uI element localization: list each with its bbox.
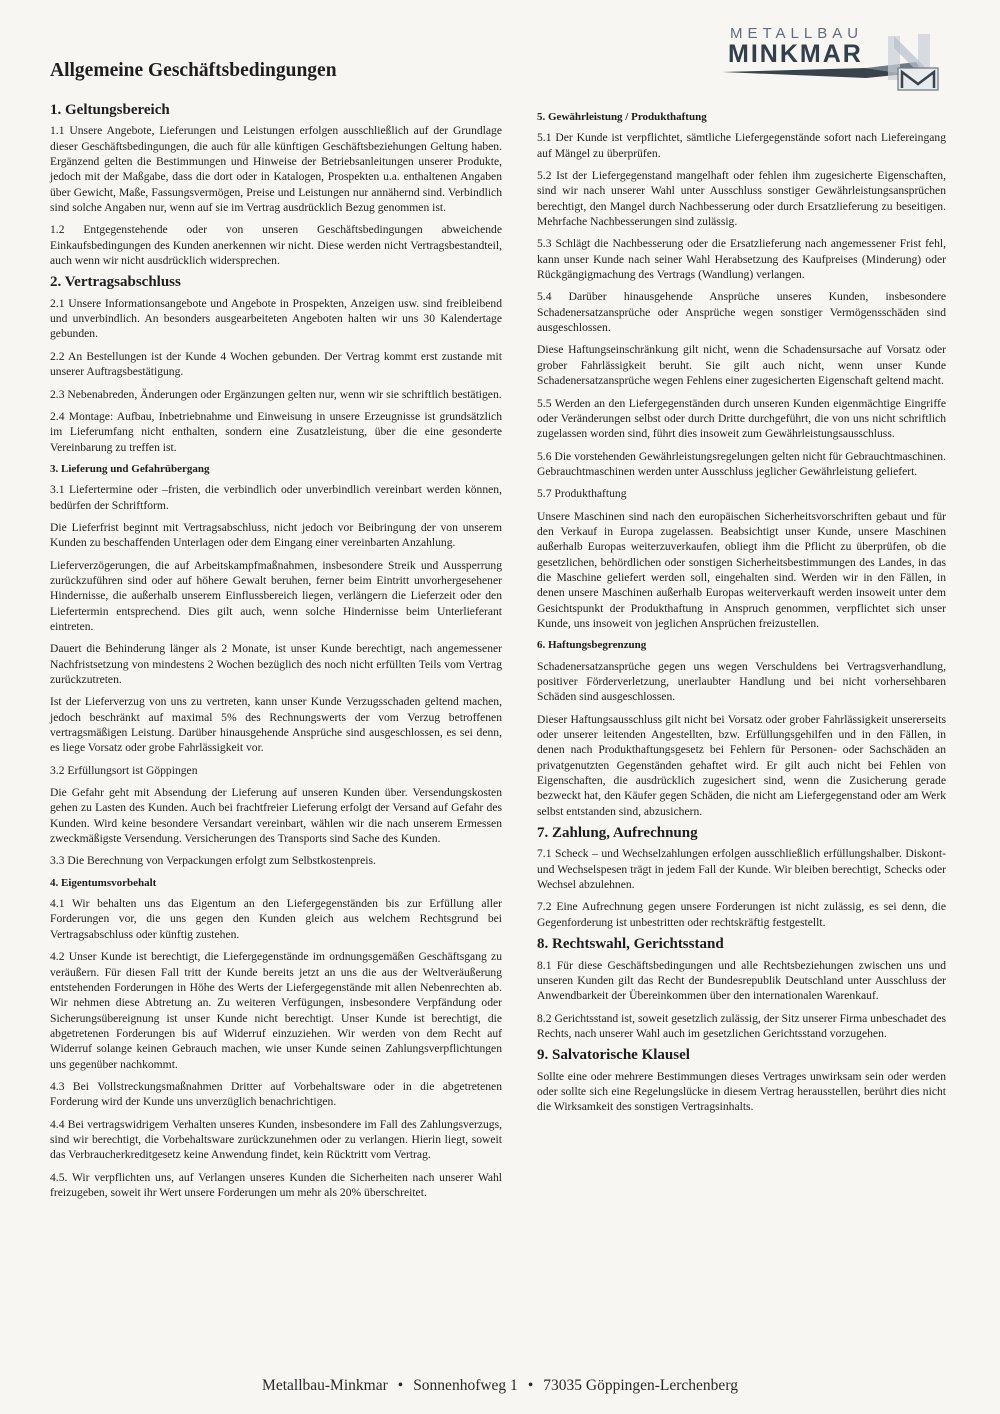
- document-title: Allgemeine Geschäftsbedingungen: [50, 60, 337, 81]
- right-section-heading: 8. Rechtswahl, Gerichtsstand: [537, 936, 724, 953]
- right-paragraph: 5.7 Produkthaftung: [537, 487, 627, 501]
- right-section-heading: 9. Salvatorische Klausel: [537, 1047, 690, 1064]
- right-paragraph: 5.4 Darüber hinausgehende Ansprüche unseres Kunden, insbesondere Schadenersatzansprüche oder Ansprüche wegen sonstiger Vermögensschäden sind ausgeschlossen.: [537, 290, 946, 335]
- left-section-heading: 1. Geltungsbereich: [50, 102, 170, 118]
- footer-city: 73035 Göppingen-Lerchenberg: [543, 1377, 738, 1394]
- left-paragraph: 3.1 Liefertermine oder –fristen, die verbindlich oder unverbindlich vereinbart werden können, bedürfen der Schriftform.: [50, 483, 502, 512]
- left-column: [50, 103, 502, 1207]
- logo-main-text: MINKMAR: [728, 40, 863, 68]
- right-paragraph: Dieser Haftungsausschluss gilt nicht bei Vorsatz oder grober Fahrlässigkeit unsererseits oder unserer leitenden Angestellten, bzw. Erfüllungsgehilfen und in den Fällen, in denen nach Produkthaftungsgesetz bei Fehlern für Personen- oder Sachschäden an privatgenutzten Gegenständen gehaftet wird. Er gilt auch nicht bei Fehlen von Eigenschaften, die ausdrücklich zugesichert sind, wenn die Zusicherung gerade bezweckt hat, den Käufer gegen Schäden, die nicht am Liefergegenstand oder am Werk selbst entstanden sind, abzusichern.: [537, 712, 946, 818]
- left-paragraph: 1.1 Unsere Angebote, Lieferungen und Leistungen erfolgen ausschließlich auf der Grundlage dieser Geschäftsbedingungen, die auch für alle künftigen Geschäftsbeziehungen Geltung haben. Ergänzend gelten die Bestimmungen und Hinweise der Betriebsanleitungen unserer Produkte, jedoch mit der Maßgabe, dass die dort oder in Katalogen, Prospekten u.a. enthaltenen Angaben über Gewicht, Maße, Fassungsvermögen, Preise und Leistungen nur annähernd sind. Verbindlich sind solche Angaben nur, wenn auf sie im Vertrag ausdrücklich Bezug genommen ist.: [50, 124, 502, 215]
- footer-address: [0, 1377, 1000, 1395]
- right-paragraph: 7.1 Scheck – und Wechselzahlungen erfolgen ausschließlich erfüllungshalber. Diskont- und Wechselspesen trägt in jedem Fall der Kunde. Wir bleiben berechtigt, Schecks oder Wechsel abzulehnen.: [537, 847, 946, 892]
- left-paragraph: 2.2 An Bestellungen ist der Kunde 4 Wochen gebunden. Der Vertrag kommt erst zustande mit unserer Auftragsbestätigung.: [50, 349, 502, 379]
- left-paragraph: 3.3 Die Berechnung von Verpackungen erfolgt zum Selbstkostenpreis.: [50, 854, 376, 868]
- right-section-heading: 7. Zahlung, Aufrechnung: [537, 825, 698, 842]
- right-paragraph: 7.2 Eine Aufrechnung gegen unsere Forderungen ist nicht zulässig, es sei denn, die Gegenforderung ist unbestritten oder rechtskräftig festgestellt.: [537, 900, 946, 929]
- right-paragraph: Sollte eine oder mehrere Bestimmungen dieses Vertrages unwirksam sein oder werden oder sollte sich eine Regelungslücke in diesem Vertrag herausstellen, berührt dies nicht die Wirksamkeit des sonstigen Vertragsinhalts.: [537, 1069, 946, 1114]
- left-paragraph: 4.1 Wir behalten uns das Eigentum an den Liefergegenständen bis zur Erfüllung aller Forderungen vor, die uns gegen den Kunden gleich aus welchem Rechtsgrund bei Vertragsabschluss oder künftig zustehen.: [50, 897, 502, 941]
- logo-top-text: METALLBAU: [730, 25, 864, 42]
- left-paragraph: Lieferverzögerungen, die auf Arbeitskampfmaßnahmen, insbesondere Streik und Aussperrung zurückzuführen sind oder auf höhere Gewalt beruhen, ferner beim Eintritt unvorhergesehener Hindernisse, die außerhalb unserem Einflussbereich liegen, verlängern die Lieferzeit oder den Liefertermin entsprechend. Dies gilt auch, wenn solche Hindernisse beim Unterlieferant eintreten.: [50, 558, 502, 633]
- left-section-heading: 4. Eigentumsvorbehalt: [50, 876, 157, 889]
- footer-separator: •: [527, 1377, 534, 1394]
- left-paragraph: 2.4 Montage: Aufbau, Inbetriebnahme und Einweisung in unsere Erzeugnisse ist grundsätzlich im Lieferumfang nicht enthalten, sondern eine Zusatzleistung, über die eine gesonderte Vereinbarung zu treffen ist.: [50, 409, 502, 454]
- footer-company: Metallbau-Minkmar: [262, 1377, 388, 1394]
- company-logo: [716, 22, 964, 92]
- left-paragraph: Ist der Lieferverzug von uns zu vertreten, kann unser Kunde Verzugsschaden geltend machen, jedoch beschränkt auf maximal 5% des Rechnungswerts der vom Verzug betroffenen vertragsmäßigen Leistung. Darüber hinausgehende Ansprüche sind ausgeschlossen, es sei denn, es liege Vorsatz oder grobe Fahrlässigkeit vor.: [50, 695, 502, 755]
- right-paragraph: 5.2 Ist der Liefergegenstand mangelhaft oder fehlen ihm zugesicherte Eigenschaften, sind wir nach unserer Wahl unter Ausschluss sonstiger Gewährleistungsansprüchen berechtigt, den Mangel durch Nachbesserung oder durch Ersatzlieferung zu beseitigen. Mehrfache Nachbesserungen sind zulässig.: [537, 169, 946, 229]
- footer-separator: •: [397, 1377, 404, 1394]
- left-paragraph: 4.2 Unser Kunde ist berechtigt, die Liefergegenstände im ordnungsgemäßen Geschäftsgang zu veräußern. Für diesen Fall tritt der Kunde bereits jetzt an uns die aus der Weltveräußerung entstehenden Forderungen in Höhe des Werts der Liefergegenstände mit allen Nebenrechten ab. Wir nehmen diese Abtretung an. Zu weiteren Verfügungen, insbesondere Verpfändung oder Sicherungsübereignung ist unser Kunde nicht berechtigt. Unser Kunde ist berechtigt, die abgetretenen Forderungen bis auf Widerruf einzuziehen. Wir werden von dem Recht auf Widerruf solange keinen Gebrauch machen, wie unser Kunde seinen Zahlungsverpflichtungen uns gegenüber nachkommt.: [50, 950, 502, 1071]
- left-paragraph: 1.2 Entgegenstehende oder von unseren Geschäftsbedingungen abweichende Einkaufsbedingungen des Kunden anerkennen wir nicht. Diese werden nicht Vertragsbestandteil, auch wenn wir nicht ausdrücklich widersprechen.: [50, 223, 502, 268]
- left-paragraph: 2.3 Nebenabreden, Änderungen oder Ergänzungen gelten nur, wenn wir sie schriftlich bestätigen.: [50, 387, 502, 401]
- right-paragraph: 8.2 Gerichtsstand ist, soweit gesetzlich zulässig, der Sitz unserer Firma unbeschadet des Rechts, nach unserer Wahl auch im gesetzlichen Gerichtsstand vorzugehen.: [537, 1011, 946, 1040]
- left-section-heading: 2. Vertragsabschluss: [50, 274, 181, 291]
- right-paragraph: 8.1 Für diese Geschäftsbedingungen und alle Rechtsbeziehungen zwischen uns und unseren Kunden gilt das Recht der Bundesrepublik Deutschland unter Ausschluss der Anwendbarkeit der Übereinkommen über den internationalen Warenkauf.: [537, 958, 946, 1003]
- right-column: [537, 110, 946, 1122]
- right-paragraph: 5.5 Werden an den Liefergegenständen durch unseren Kunden eigenmächtige Eingriffe oder Veränderungen selbst oder durch Dritte durchgeführt, die von uns nicht schriftlich zugelassen worden sind, führt dies insoweit zum Gewährleistungsausschluss.: [537, 396, 946, 441]
- right-paragraph: 5.1 Der Kunde ist verpflichtet, sämtliche Liefergegenstände sofort nach Liefereingang auf Mängel zu überprüfen.: [537, 131, 946, 160]
- left-paragraph: Die Lieferfrist beginnt mit Vertragsabschluss, nicht jedoch vor Beibringung der von unserem Kunden zu beschaffenden Unterlagen oder dem Eingang einer vereinbarten Anzahlung.: [50, 520, 502, 550]
- left-paragraph: 4.3 Bei Vollstreckungsmaßnahmen Dritter auf Vorbehaltsware oder in die abgetretenen Forderung wird der Kunde uns unverzüglich benachrichtigen.: [50, 1079, 502, 1109]
- left-paragraph: 4.5. Wir verpflichten uns, auf Verlangen unseres Kunden die Sicherheiten nach unserer Wahl freizugeben, soweit ihr Wert unsere Forderungen um mehr als 20% überschreitet.: [50, 1170, 502, 1199]
- left-paragraph: 3.2 Erfüllungsort ist Göppingen: [50, 763, 198, 777]
- right-paragraph: 5.6 Die vorstehenden Gewährleistungsregelungen gelten nicht für Gebrauchtmaschinen. Gebrauchtmaschinen werden unter Ausschluss jeglicher Gewährleistung geliefert.: [537, 449, 946, 478]
- left-section-heading: 3. Lieferung und Gefahrübergang: [50, 462, 210, 475]
- left-paragraph: Dauert die Behinderung länger als 2 Monate, ist unser Kunde berechtigt, nach angemessener Nachfristsetzung von mindestens 2 Wochen bezüglich des noch nicht erfüllten Teils vom Vertrag zurückzutreten.: [50, 642, 502, 686]
- right-section-heading: 6. Haftungsbegrenzung: [537, 639, 647, 652]
- left-paragraph: 4.4 Bei vertragswidrigem Verhalten unseres Kunden, insbesondere im Fall des Zahlungsverzugs, sind wir berechtigt, die Vorbehaltsware zurückzunehmen oder zu verlangen. Hierin liegt, soweit das Verbraucherkreditgesetz keine Anwendung findet, kein Rücktritt vom Vertrag.: [50, 1117, 502, 1162]
- right-paragraph: Unsere Maschinen sind nach den europäischen Sicherheitsvorschriften gebaut und für den Verkauf in Europa zugelassen. Beabsichtigt unser Kunde, unsere Maschinen außerhalb Europas weiterzuverkaufen, obliegt ihm die Pflicht zu überprüfen, ob die gesetzlichen, behördlichen oder sonstigen Sicherheitsbestimmungen des Landes, in das die Maschine geliefert werden soll, eingehalten sind. Werden wir in den Fällen, in denen unsere Maschinen außerhalb Europas weiterverkauft werden insoweit unter dem Gesichtspunkt der Produkthaftung in Anspruch genommen, verpflichtet sich unser Kunde, uns insoweit von jeglichen Ansprüchen freizustellen.: [537, 509, 946, 630]
- right-section-heading: 5. Gewährleistung / Produkthaftung: [537, 111, 707, 123]
- left-paragraph: 2.1 Unsere Informationsangebote und Angebote in Prospekten, Anzeigen usw. sind freibleibend und unverbindlich. An besonders ausgearbeiteten Angeboten halten wir uns 30 Kalendertage gebunden.: [50, 296, 502, 341]
- right-paragraph: Schadenersatzansprüche gegen uns wegen Verschuldens bei Vertragsverhandlung, positiver Förderverletzung, unerlaubter Handlung und bei nicht vorhersehbaren Schäden sind ausgeschlossen.: [537, 659, 946, 704]
- footer-street: Sonnenhofweg 1: [413, 1377, 518, 1394]
- left-paragraph: Die Gefahr geht mit Absendung der Lieferung auf unseren Kunden über. Versendungskosten gehen zu Lasten des Kunden. Auch bei frachtfreier Lieferung erfolgt der Versand auf Gefahr des Kunden. Wird keine besondere Versandart vereinbart, wählen wir die nach unserem Ermessen zweckmäßigste Versendung. Versicherungen des Transports sind Sache des Kunden.: [50, 786, 502, 846]
- right-paragraph: Diese Haftungseinschränkung gilt nicht, wenn die Schadensursache auf Vorsatz oder grober Fahrlässigkeit beruht. Sie gilt auch nicht, wenn unser Kunde Schadenersatzansprüche wegen Fehlens einer zugesicherten Eigenschaft geltend macht.: [537, 343, 946, 388]
- right-paragraph: 5.3 Schlägt die Nachbesserung oder die Ersatzlieferung nach angemessener Frist fehl, kann unser Kunde nach seiner Wahl Herabsetzung des Kaufpreises (Minderung) oder Rückgängigmachung des Vertrags (Wandlung) verlangen.: [537, 237, 946, 282]
